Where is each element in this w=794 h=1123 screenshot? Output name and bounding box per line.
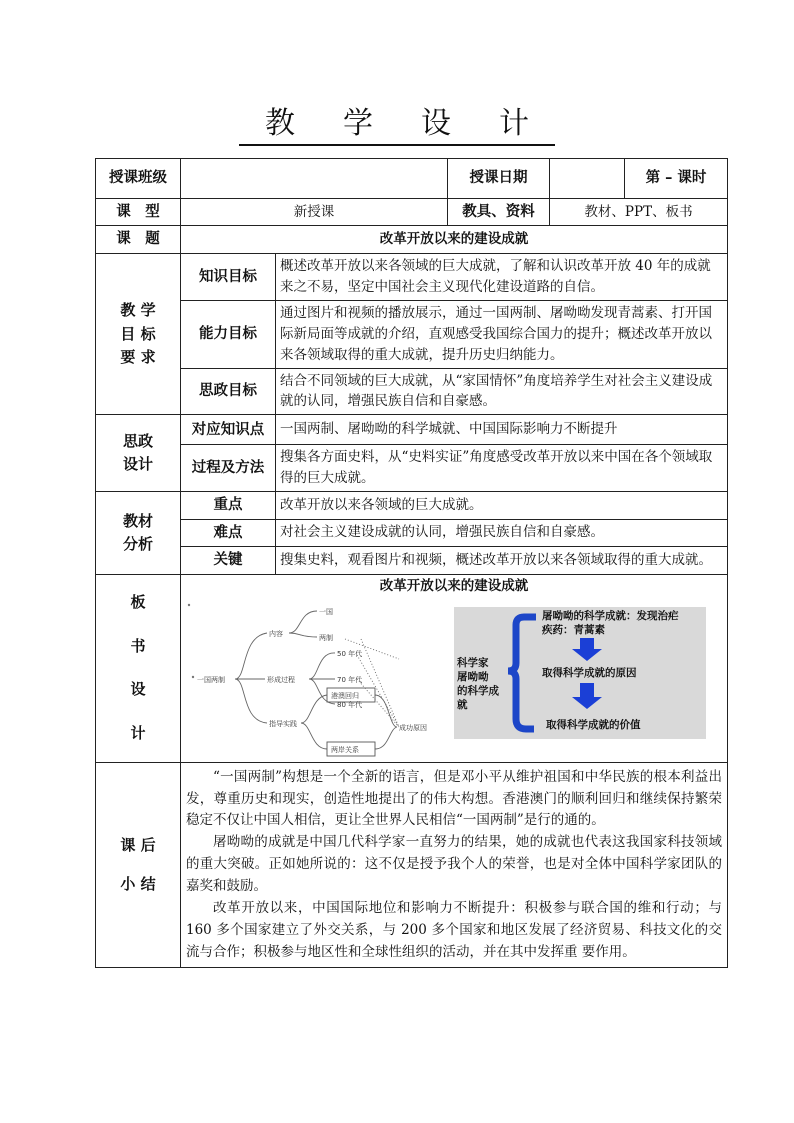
board-label: 板 书 设 计 (96, 574, 181, 762)
class-label: 授课班级 (96, 159, 181, 199)
row-topic (96, 226, 728, 253)
key-text: 搜集史料，观看图片和视频，概述改革开放以来各领域取得的重大成就。 (276, 547, 728, 574)
mm-practice-2: 两岸关系 (331, 745, 359, 754)
mm-process-3: 80 年代 (337, 700, 363, 709)
panel-bottom: 取得科学成就的价值 (546, 718, 641, 731)
mindmap-diagram (185, 597, 445, 757)
summary-paragraph-1: “一国两制”构想是一个全新的语言，但是邓小平从维护祖国和中华民族的根本利益出发，尊重历史和现实，创造性地提出了的伟大构想。香港澳门的顺利回归和继续保持繁荣稳定不仅让中国人相信，更让全世界人民相信“一国两制”是行的通的。 (186, 768, 722, 829)
mm-content: 内容 (269, 629, 283, 638)
knowledge-goal-text: 概述改革开放以来各领域的巨大成就，了解和认识改革开放 40 年的成就来之不易，坚定中国社会主义现代化建设道路的自信。 (276, 253, 728, 300)
panel-left-3: 的科学成 (457, 684, 499, 697)
focus-text: 改革开放以来各领域的巨大成就。 (276, 492, 728, 519)
type-label: 课 型 (96, 199, 181, 226)
period-value: 第 – 课时 (625, 159, 728, 199)
row-analysis-focus (96, 492, 728, 519)
ideology-goal-label: 思政目标 (181, 368, 276, 415)
mm-process-2: 70 年代 (337, 675, 363, 684)
row-board (96, 574, 728, 762)
row-summary (96, 762, 728, 968)
summary-paragraph-2: 屠呦呦的成就是中国几代科学家一直努力的结果，她的成就也代表这我国家科技领域的重大突破。正如她所说的：这不仅是授予我个人的荣誉，也是对全体中国科学家团队的嘉奖和鼓励。 (186, 834, 722, 894)
difficulty-text: 对社会主义建设成就的认同，增强民族自信和自豪感。 (276, 519, 728, 546)
class-value (181, 159, 448, 199)
date-label: 授课日期 (448, 159, 550, 199)
topic-value: 改革开放以来的建设成就 (181, 226, 728, 253)
ability-goal-text: 通过图片和视频的播放展示，通过一国两制、屠呦呦发现青蒿素、打开国际新局面等成就的介绍，直观感受我国综合国力的提升；概述改革开放以来各领域取得的重大成就，提升历史归纳能力。 (276, 300, 728, 368)
summary-paragraph-3: 改革开放以来，中国国际地位和影响力不断提升：积极参与联合国的维和行动；与 160 多个国家建立了外交关系，与 200 多个国家和地区发展了经济贸易、科技文化的交流与合作；积极参与地区性和全球性组织的活动，并在其中发挥重 要作用。 (186, 899, 722, 960)
key-label: 关键 (181, 547, 276, 574)
row-analysis-difficulty (96, 519, 728, 546)
panel-mid: 取得科学成就的原因 (542, 666, 637, 679)
goals-label: 教 学 目 标 要 求 (96, 253, 181, 414)
topic-label: 课 题 (96, 226, 181, 253)
panel-left-2: 屠呦呦 (457, 670, 489, 683)
mm-result: 成功原因 (399, 723, 427, 732)
type-value: 新授课 (181, 199, 448, 226)
board-content (181, 574, 728, 762)
page-title: 教 学 设 计 (0, 98, 794, 146)
mm-content-1: 一国 (319, 607, 333, 616)
mm-practice: 指导实践 (269, 719, 297, 728)
row-goal-ideology (96, 368, 728, 415)
row-ideology-method (96, 445, 728, 492)
focus-label: 重点 (181, 492, 276, 519)
row-analysis-key (96, 547, 728, 574)
panel-top-2: 疾药：青蒿素 (542, 623, 605, 636)
tools-value: 教材、PPT、板书 (550, 199, 728, 226)
panel-top-1: 屠呦呦的科学成就：发现治疟 (542, 609, 679, 622)
row-ideology-points (96, 415, 728, 445)
analysis-label: 教材 分析 (96, 492, 181, 574)
method-label: 过程及方法 (181, 445, 276, 492)
mm-practice-1: 港澳回归 (331, 691, 359, 700)
tools-label: 教具、资料 (448, 199, 550, 226)
difficulty-label: 难点 (181, 519, 276, 546)
ability-goal-label: 能力目标 (181, 300, 276, 368)
lesson-plan-table (95, 158, 728, 968)
mm-process-1: 50 年代 (337, 649, 363, 658)
mm-content-2: 两制 (319, 633, 333, 642)
points-text: 一国两制、屠呦呦的科学城就、中国国际影响力不断提升 (276, 415, 728, 445)
mm-process: 形成过程 (267, 675, 295, 684)
panel-left-1: 科学家 (457, 656, 489, 669)
mm-root: 一国两制 (197, 675, 225, 684)
row-goal-knowledge (96, 253, 728, 300)
row-class-info (96, 159, 728, 199)
date-value (550, 159, 625, 199)
board-title: 改革开放以来的建设成就 (379, 577, 529, 594)
points-label: 对应知识点 (181, 415, 276, 445)
row-goal-ability (96, 300, 728, 368)
knowledge-goal-label: 知识目标 (181, 253, 276, 300)
method-text: 搜集各方面史料，从“史料实证”角度感受改革开放以来中国在各个领域取得的巨大成就。 (276, 445, 728, 492)
summary-label: 课 后 小 结 (96, 762, 181, 968)
ideology-goal-text: 结合不同领域的巨大成就，从“家国情怀”角度培养学生对社会主义建设成就的认同，增强民族自信和自豪感。 (276, 368, 728, 415)
panel-left-4: 就 (457, 698, 468, 711)
summary-text (181, 762, 728, 968)
row-type (96, 199, 728, 226)
ideology-design-label: 思政 设计 (96, 415, 181, 492)
tu-youyou-panel (454, 607, 706, 739)
